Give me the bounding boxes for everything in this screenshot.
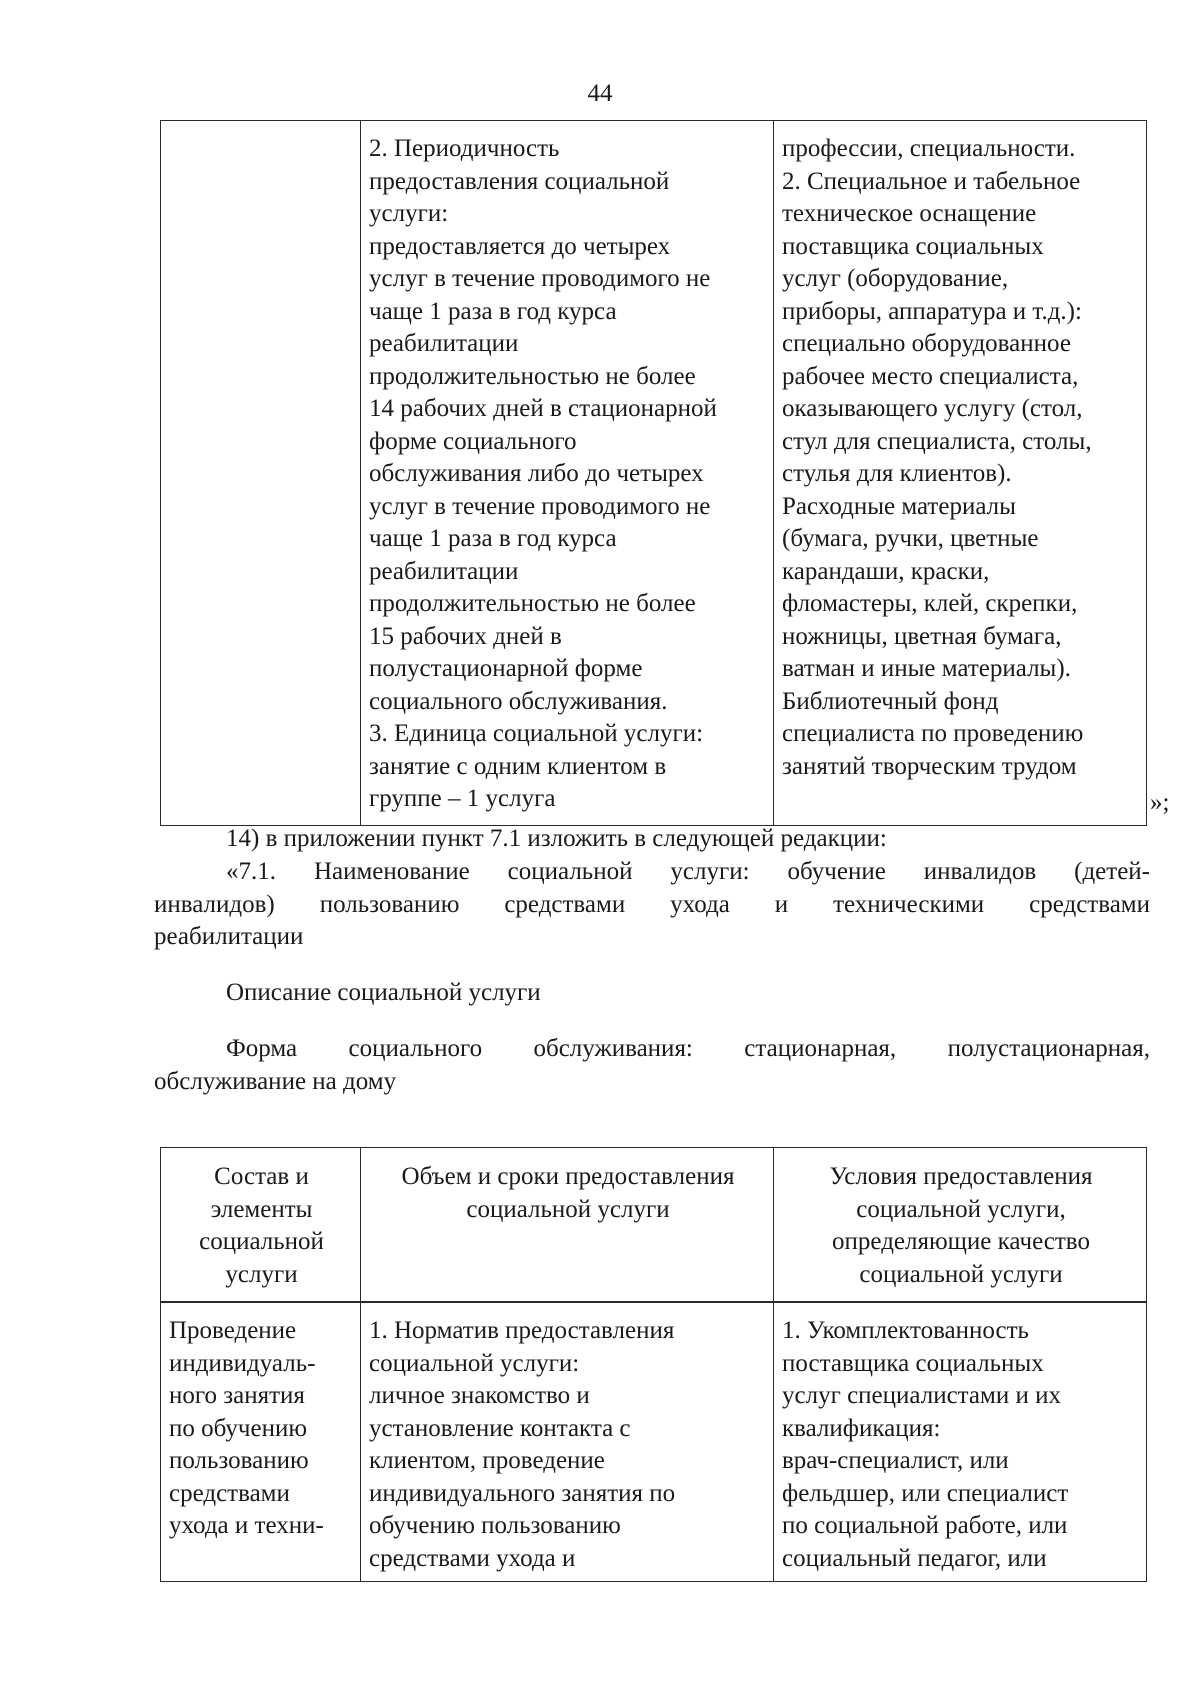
table-row xyxy=(161,121,1147,826)
item-14-text: 14) в приложении пункт 7.1 изложить в следующей редакции: xyxy=(226,825,887,852)
cell-text-line: услуги: xyxy=(369,200,449,227)
column-header-conditions xyxy=(774,1148,1147,1303)
cell-text-line: специалиста по проведению xyxy=(782,720,1084,747)
cell-text-line: реабилитации xyxy=(369,330,519,357)
cell-text-line: 1. Укомплектованность xyxy=(782,1317,1029,1344)
item-71-paragraph xyxy=(154,856,1150,954)
table-header-row xyxy=(161,1148,1147,1303)
cell-text-line: поставщика социальных xyxy=(782,232,1044,260)
cell-text-line: индивидуального занятия по xyxy=(369,1479,676,1507)
cell-text-line: оказывающего услугу (стол, xyxy=(782,395,1083,422)
cell-text-line: ухода и техни- xyxy=(169,1512,324,1539)
cell-text-line: фельдшер, или специалист xyxy=(782,1479,1069,1507)
cell-text-line: социальной услуги xyxy=(859,1260,1063,1288)
column-header-composition xyxy=(161,1148,361,1303)
table-cell-conditions xyxy=(774,1302,1147,1582)
cell-text-line: услуг специалистами и их xyxy=(782,1382,1061,1409)
cell-text-line: карандаши, краски, xyxy=(782,557,990,585)
cell-text-line: (бумага, ручки, цветные xyxy=(782,525,1039,552)
cell-text-line: клиентом, проведение xyxy=(369,1447,605,1474)
cell-text-line: социальный педагог, или xyxy=(782,1544,1047,1572)
item-71-line: реабилитации xyxy=(154,923,304,950)
table-cell-composition xyxy=(161,1302,361,1582)
cell-text-line: рабочее место специалиста, xyxy=(782,362,1079,390)
cell-text-line: ватман и иные материалы). xyxy=(782,655,1071,682)
cell-text-line: личное знакомство и xyxy=(369,1382,590,1409)
cell-text-line: Состав и xyxy=(214,1163,309,1190)
cell-text-line: стул для специалиста, столы, xyxy=(782,427,1092,455)
cell-text-line: социального обслуживания. xyxy=(369,687,668,715)
cell-text-line: по обучению xyxy=(169,1414,308,1442)
cell-text-line: 2. Специальное и табельное xyxy=(782,167,1081,195)
cell-text-line: по социальной работе, или xyxy=(782,1512,1068,1539)
column-header-volume-terms xyxy=(361,1148,774,1303)
description-heading: Описание социальной услуги xyxy=(226,979,541,1006)
cell-text-line: социальной услуги xyxy=(466,1195,670,1223)
cell-text-line: продолжительностью не более xyxy=(369,590,696,617)
cell-text-line: стулья для клиентов). xyxy=(782,460,1012,487)
cell-text-line: квалификация: xyxy=(782,1414,941,1442)
cell-text-line: средствами ухода и xyxy=(369,1544,576,1572)
cell-text-line: врач-специалист, или xyxy=(782,1447,1009,1474)
cell-text-line: услуг (оборудование, xyxy=(782,265,1009,292)
cell-text-line: 2. Периодичность xyxy=(369,135,560,162)
cell-text-line: группе – 1 услуга xyxy=(369,785,556,812)
service-table-continued xyxy=(160,120,1147,826)
cell-text-line: реабилитации xyxy=(369,557,519,585)
closing-quote: »; xyxy=(1150,789,1170,816)
cell-text-line: поставщика социальных xyxy=(782,1349,1044,1377)
form-paragraph xyxy=(154,1033,1150,1098)
service-table xyxy=(160,1147,1147,1582)
cell-text-line: форме социального xyxy=(369,427,577,455)
cell-text-line: продолжительностью не более xyxy=(369,362,696,390)
cell-text-line: индивидуаль- xyxy=(169,1349,316,1377)
cell-text-line: обучению пользованию xyxy=(369,1512,621,1539)
table-cell-volume-terms xyxy=(361,121,774,826)
item-71-line: инвалидов) пользованию средствами ухода и техническими средствами xyxy=(154,890,1150,918)
cell-text-line: элементы xyxy=(210,1195,313,1223)
description-heading-paragraph xyxy=(154,977,1150,1010)
cell-text-line: предоставления социальной xyxy=(369,167,670,195)
cell-text-line: социальной xyxy=(199,1228,324,1255)
table-cell-composition xyxy=(161,121,361,826)
form-line: Форма социального обслуживания: стационарная, полустационарная, xyxy=(226,1035,1150,1062)
cell-text-line: социальной услуги: xyxy=(369,1349,580,1377)
cell-text-line: приборы, аппаратура и т.д.): xyxy=(782,297,1082,325)
cell-text-line: услуг в течение проводимого не xyxy=(369,492,711,520)
cell-text-line: занятий творческим трудом xyxy=(782,752,1077,780)
table-cell-volume-terms xyxy=(361,1302,774,1582)
cell-text-line: определяющие качество xyxy=(832,1228,1090,1255)
cell-text-line: чаще 1 раза в год курса xyxy=(369,525,617,552)
cell-text-line: Расходные материалы xyxy=(782,492,1016,520)
cell-text-line: 14 рабочих дней в стационарной xyxy=(369,395,717,422)
cell-text-line: Объем и сроки предоставления xyxy=(401,1163,735,1190)
cell-text-line: 3. Единица социальной услуги: xyxy=(369,720,704,747)
item-71-line: «7.1. Наименование социальной услуги: обучение инвалидов (детей- xyxy=(226,858,1150,885)
form-line: обслуживание на дому xyxy=(154,1067,397,1095)
cell-text-line: обслуживания либо до четырех xyxy=(369,460,704,487)
cell-text-line: пользованию xyxy=(169,1447,309,1474)
cell-text-line: ного занятия xyxy=(169,1382,305,1409)
cell-text-line: социальной услуги, xyxy=(856,1195,1066,1223)
cell-text-line: 15 рабочих дней в xyxy=(369,622,562,650)
cell-text-line: профессии, специальности. xyxy=(782,135,1076,162)
cell-text-line: услуги xyxy=(225,1260,298,1288)
cell-text-line: фломастеры, клей, скрепки, xyxy=(782,590,1078,617)
cell-text-line: средствами xyxy=(169,1479,290,1507)
page-number: 44 xyxy=(587,80,613,107)
cell-text-line: Проведение xyxy=(169,1317,297,1344)
cell-text-line: Условия предоставления xyxy=(829,1163,1093,1190)
cell-text-line: чаще 1 раза в год курса xyxy=(369,297,617,325)
table-cell-conditions xyxy=(774,121,1147,826)
item-14-paragraph xyxy=(154,823,1150,856)
cell-text-line: специально оборудованное xyxy=(782,330,1071,357)
cell-text-line: установление контакта с xyxy=(369,1414,631,1442)
cell-text-line: 1. Норматив предоставления xyxy=(369,1317,675,1344)
cell-text-line: занятие с одним клиентом в xyxy=(369,752,667,780)
cell-text-line: ножницы, цветная бумага, xyxy=(782,622,1062,650)
cell-text-line: Библиотечный фонд xyxy=(782,687,999,715)
cell-text-line: техническое оснащение xyxy=(782,200,1037,227)
cell-text-line: предоставляется до четырех xyxy=(369,232,671,260)
cell-text-line: услуг в течение проводимого не xyxy=(369,265,711,292)
cell-text-line: полустационарной форме xyxy=(369,655,643,682)
table-row xyxy=(161,1302,1147,1582)
